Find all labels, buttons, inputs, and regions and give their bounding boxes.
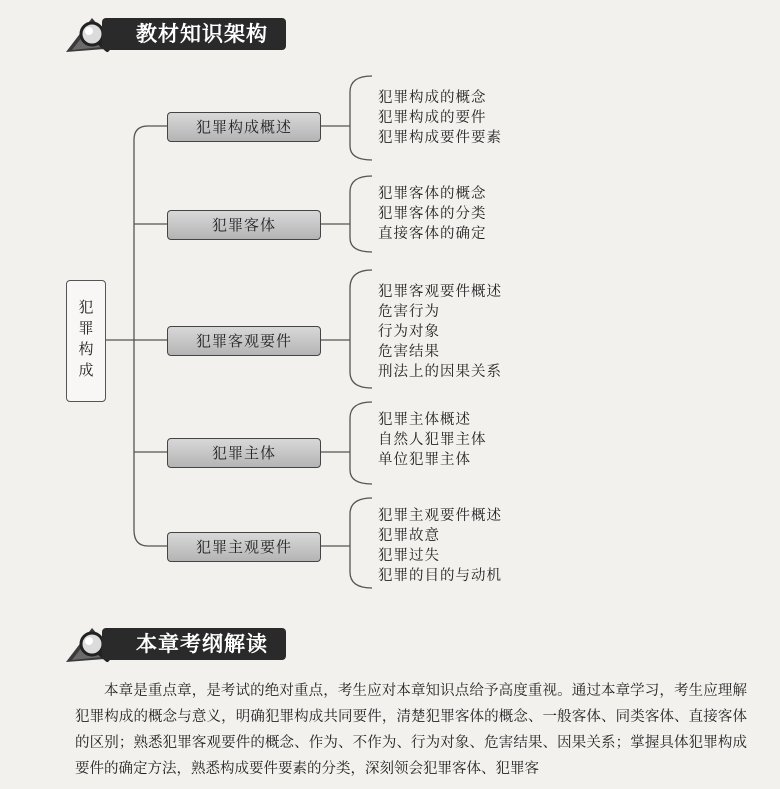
leaf-item: 犯罪构成要件要素	[378, 130, 502, 146]
leaf-item: 刑法上的因果关系	[378, 364, 502, 380]
branch-label: 犯罪客体	[211, 216, 276, 234]
leaf-item: 直接客体的确定	[378, 226, 487, 242]
leaf-item: 危害结果	[378, 344, 440, 360]
leaf-item: 危害行为	[378, 304, 440, 320]
leaf-group-overview	[378, 88, 502, 148]
leaf-item: 犯罪客体的概念	[378, 186, 487, 202]
branch-node-objective	[167, 326, 321, 356]
leaf-item: 行为对象	[378, 324, 440, 340]
leaf-group-subject	[378, 410, 487, 470]
root-label: 犯罪构成	[76, 299, 95, 383]
leaf-item: 自然人犯罪主体	[378, 432, 487, 448]
section-title: 本章考纲解读	[102, 628, 286, 660]
leaf-group-subjective	[378, 506, 502, 586]
leaf-item: 犯罪主体概述	[378, 412, 471, 428]
leaf-item: 犯罪的目的与动机	[378, 568, 502, 584]
root-node	[66, 280, 106, 402]
leaf-item: 犯罪构成的概念	[378, 90, 487, 106]
leaf-item: 犯罪主观要件概述	[378, 508, 502, 524]
section-title: 教材知识架构	[102, 18, 286, 50]
leaf-item: 犯罪过失	[378, 548, 440, 564]
syllabus-paragraph: 本章是重点章，是考试的绝对重点，考生应对本章知识点给予高度重视。通过本章学习，考生应理解犯罪构成的概念与意义，明确犯罪构成共同要件，清楚犯罪客体的概念、一般客体、同类客体、直接客体的区别；熟悉犯罪客观要件的概念、作为、不作为、行为对象、危害结果、因果关系；掌握具体犯罪构成要件的确定方法，熟悉构成要件要素的分类，深刻领会犯罪客体、犯罪客	[75, 683, 747, 777]
branch-label: 犯罪客观要件	[195, 332, 292, 350]
branch-node-subjective	[167, 532, 321, 562]
branch-label: 犯罪主观要件	[195, 538, 292, 556]
leaf-item: 犯罪故意	[378, 528, 440, 544]
leaf-item: 犯罪构成的要件	[378, 110, 487, 126]
leaf-item: 单位犯罪主体	[378, 452, 471, 468]
branch-node-overview	[167, 112, 321, 142]
branch-label: 犯罪构成概述	[195, 118, 292, 136]
branch-label: 犯罪主体	[211, 444, 276, 462]
leaf-group-objective	[378, 282, 502, 382]
leaf-item: 犯罪客体的分类	[378, 206, 487, 222]
leaf-group-object	[378, 184, 487, 244]
leaf-item: 犯罪客观要件概述	[378, 284, 502, 300]
branch-node-subject	[167, 438, 321, 468]
branch-node-object	[167, 210, 321, 240]
